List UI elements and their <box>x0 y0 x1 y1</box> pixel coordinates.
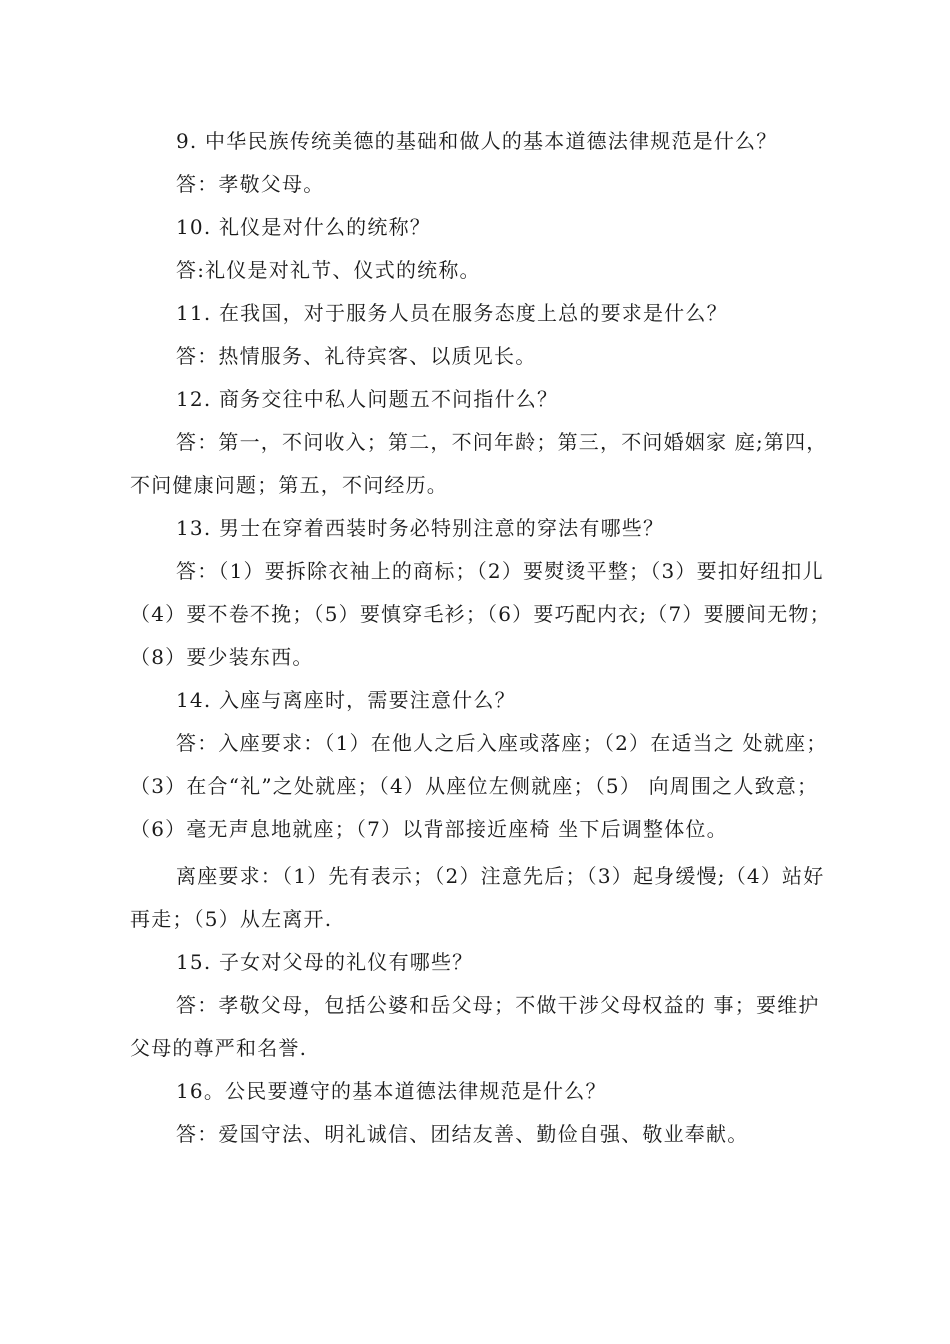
answer-13: 答：（1）要拆除衣袖上的商标；（2）要熨烫平整；（3）要扣好纽扣儿（4）要不卷不挽；（5）要慎穿毛衫；（6）要巧配内衣;（7）要腰间无物；（8）要少装东西。 <box>130 559 831 669</box>
question-12: 12. 商务交往中私人问题五不问指什么？ <box>176 387 559 411</box>
answer-11: 答：热情服务、礼待宾客、以质见长。 <box>176 344 537 368</box>
question-15: 15. 子女对父母的礼仪有哪些？ <box>176 950 474 974</box>
answer-9: 答：孝敬父母。 <box>176 172 325 196</box>
answer-12: 答：第一，不问收入；第二，不问年龄；第三，不问婚姻家 庭;第四，不问健康问题；第五，不问经历。 <box>130 430 828 497</box>
document-page <box>130 120 840 1156</box>
answer-10: 答:礼仪是对礼节、仪式的统称。 <box>176 258 481 282</box>
question-10: 10. 礼仪是对什么的统称？ <box>176 215 431 239</box>
question-16: 16。公民要遵守的基本道德法律规范是什么？ <box>176 1079 607 1103</box>
question-13: 13. 男士在穿着西装时务必特别注意的穿法有哪些？ <box>176 516 665 540</box>
answer-15: 答：孝敬父母，包括公婆和岳父母；不做干涉父母权益的 事；要维护父母的尊严和名誉. <box>130 993 820 1060</box>
answer-14-leaving: 离座要求：（1）先有表示；（2）注意先后；（3）起身缓慢;（4）站好再走；（5）从左离开. <box>130 864 825 931</box>
question-9: 9. 中华民族传统美德的基础和做人的基本道德法律规范是什么？ <box>176 129 778 153</box>
answer-14-seating: 答：入座要求：（1）在他人之后入座或落座；（2）在适当之 处就座；（3）在合“礼”之处就座；（4）从座位左侧就座；（5） 向周围之人致意；（6）毫无声息地就座；（7）以背部接近座椅 坐下后调整体位。 <box>130 731 828 841</box>
question-14: 14. 入座与离座时，需要注意什么？ <box>176 688 516 712</box>
answer-16: 答：爱国守法、明礼诚信、团结友善、勤俭自强、敬业奉献。 <box>176 1122 749 1146</box>
question-11: 11. 在我国，对于服务人员在服务态度上总的要求是什么？ <box>176 301 728 325</box>
